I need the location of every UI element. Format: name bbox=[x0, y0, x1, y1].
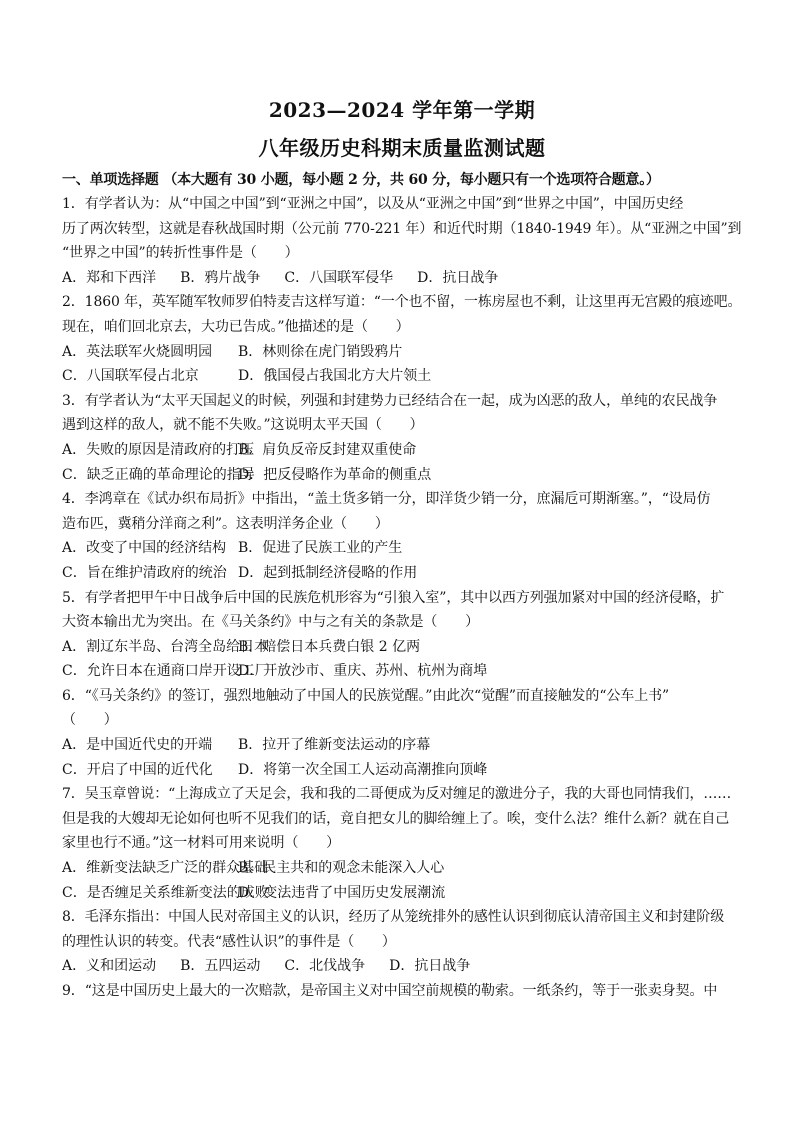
question-stem-line: 的理性认识的转变。代表“感性认识”的事件是（ ） bbox=[62, 933, 396, 950]
answer-option[interactable]: B．民主共和的观念未能深入人心 bbox=[238, 860, 445, 877]
question-stem-line: 家里也行不通。”这一材料可用来说明（ ） bbox=[62, 835, 341, 852]
options-row bbox=[62, 364, 742, 389]
question-stem-line: 大资本输出尤为突出。在《马关条约》中与之有关的条款是（ ） bbox=[62, 614, 479, 631]
options-row bbox=[62, 536, 742, 561]
answer-option[interactable]: C．北伐战争 bbox=[284, 958, 366, 975]
answer-option[interactable]: B．促进了民族工业的产生 bbox=[238, 540, 403, 557]
question-stem-line: “世界之中国”的转折性事件是（ ） bbox=[62, 245, 299, 262]
answer-option[interactable]: D．起到抵制经济侵略的作用 bbox=[238, 564, 418, 581]
answer-option[interactable]: C．缺乏正确的革命理论的指导 bbox=[62, 466, 255, 483]
question-stem-line: 造布匹，冀稍分洋商之利”。这表明洋务企业（ ） bbox=[62, 515, 389, 532]
answer-option[interactable]: B．肩负反帝反封建双重使命 bbox=[238, 441, 417, 458]
question-6 bbox=[62, 684, 742, 782]
answer-option[interactable]: A．维新变法缺乏广泛的群众基础 bbox=[62, 860, 269, 877]
answer-option[interactable]: A．义和团运动 bbox=[62, 958, 157, 975]
answer-option[interactable]: B．赔偿日本兵费白银 2 亿两 bbox=[238, 638, 421, 655]
question-9 bbox=[62, 979, 742, 1004]
answer-option[interactable]: C．开启了中国的近代化 bbox=[62, 761, 213, 778]
options-row bbox=[62, 856, 742, 881]
exam-title-subject: 八年级历史科期末质量监测试题 bbox=[258, 136, 546, 160]
options-row bbox=[62, 758, 742, 783]
question-stem-line: 但是我的大嫂却无论如何也听不见我们的话，竟自把女儿的脚给缠上了。唉，变什么法？维什么新？就在自己 bbox=[62, 810, 730, 827]
answer-option[interactable]: B．五四运动 bbox=[180, 958, 261, 975]
answer-option[interactable]: B．鸦片战争 bbox=[180, 269, 261, 286]
answer-option[interactable]: B．拉开了维新变法运动的序幕 bbox=[238, 737, 431, 754]
question-stem-line: 5．有学者把甲午中日战争后中国的民族危机形容为“引狼入室”，其中以西方列强加紧对中国的经济侵略，扩 bbox=[62, 589, 725, 606]
question-stem-line: （ ） bbox=[62, 712, 118, 729]
options-row bbox=[62, 635, 742, 660]
question-stem-line: 8．毛泽东指出：中国人民对帝国主义的认识，经历了从笼统排外的感性认识到彻底认清帝国主义和封建阶级 bbox=[62, 909, 725, 926]
answer-option[interactable]: D．变法违背了中国历史发展潮流 bbox=[238, 884, 446, 901]
options-row bbox=[62, 340, 742, 365]
options-row bbox=[62, 659, 742, 684]
answer-option[interactable]: A．英法联军火烧圆明园 bbox=[62, 343, 213, 360]
question-stem-line: 7．吴玉章曾说：“上海成立了天足会，我和我的二哥便成为反对缠足的激进分子，我的大哥也同情我们，…… bbox=[62, 786, 732, 803]
answer-option[interactable]: C．八国联军侵华 bbox=[284, 269, 394, 286]
answer-option[interactable]: D．开放沙市、重庆、苏州、杭州为商埠 bbox=[238, 663, 488, 680]
question-8 bbox=[62, 905, 742, 979]
answer-option[interactable]: A．失败的原因是清政府的打压 bbox=[62, 441, 255, 458]
question-stem-line: 现在，咱们回北京去，大功已告成。”他描述的是（ ） bbox=[62, 318, 410, 335]
section-heading: 一、单项选择题 （本大题有 30 小题，每小题 2 分，共 60 分，每小题只有一个选项符合题意。） bbox=[62, 172, 660, 188]
exam-title-term: 2023—2024 学年第一学期 bbox=[268, 98, 536, 122]
question-5 bbox=[62, 586, 742, 684]
question-stem-line: 9．“这是中国历史上最大的一次赔款，是帝国主义对中国空前规模的勒索。一纸条约，等于一张卖身契。中 bbox=[62, 983, 718, 999]
answer-option[interactable]: D．将第一次全国工人运动高潮推向顶峰 bbox=[238, 761, 488, 778]
answer-option[interactable]: C．八国联军侵占北京 bbox=[62, 368, 199, 385]
question-1 bbox=[62, 192, 742, 290]
answer-option[interactable]: B．林则徐在虎门销毁鸦片 bbox=[238, 343, 403, 360]
question-stem-line: 2．1860 年，英军随军牧师罗伯特麦吉这样写道：“一个也不留，一栋房屋也不剩，让这里再无宫殿的痕迹吧。 bbox=[62, 294, 742, 311]
question-list bbox=[62, 192, 742, 1004]
question-stem-line: 4．李鸿章在《试办织布局折》中指出，“盖土货多销一分，即洋货少销一分，庶漏卮可期渐塞。”，“设局仿 bbox=[62, 491, 711, 508]
question-3 bbox=[62, 389, 742, 487]
answer-option[interactable]: C．允许日本在通商口岸开设工厂 bbox=[62, 663, 269, 680]
question-7 bbox=[62, 782, 742, 905]
options-row bbox=[62, 561, 742, 586]
answer-option[interactable]: A．郑和下西洋 bbox=[62, 269, 157, 286]
answer-option[interactable]: D．俄国侵占我国北方大片领土 bbox=[238, 368, 432, 385]
options-row bbox=[62, 463, 742, 488]
options-row bbox=[62, 733, 742, 758]
question-stem-line: 6．“《马关条约》的签订，强烈地触动了中国人的民族觉醒。”由此次“觉醒”而直接触发的“公车上书” bbox=[62, 687, 670, 704]
answer-option[interactable]: D．抗日战争 bbox=[417, 269, 499, 286]
answer-option[interactable]: C．旨在维护清政府的统治 bbox=[62, 564, 227, 581]
answer-option[interactable]: D．抗日战争 bbox=[389, 958, 471, 975]
answer-option[interactable]: A．改变了中国的经济结构 bbox=[62, 540, 227, 557]
options-row bbox=[62, 266, 742, 291]
question-stem-line: 历了两次转型，这就是春秋战国时期（公元前 770-221 年）和近代时期（1840-1949 年）。从“亚洲之中国”到 bbox=[62, 220, 742, 237]
question-stem-line: 1．有学者认为：从“中国之中国”到“亚洲之中国”，以及从“亚洲之中国”到“世界之中国”，中国历史经 bbox=[62, 196, 684, 212]
question-4 bbox=[62, 487, 742, 585]
options-row bbox=[62, 881, 742, 906]
answer-option[interactable]: D．把反侵略作为革命的侧重点 bbox=[238, 466, 432, 483]
question-stem-line: 3．有学者认为“太平天国起义的时候，列强和封建势力已经结合在一起，成为凶恶的敌人，单纯的农民战争 bbox=[62, 392, 718, 409]
answer-option[interactable]: A．是中国近代史的开端 bbox=[62, 737, 213, 754]
question-stem-line: 遇到这样的敌人，就不能不失败。”这说明太平天国（ ） bbox=[62, 417, 424, 434]
answer-option[interactable]: A．割辽东半岛、台湾全岛给日本 bbox=[62, 638, 269, 655]
options-row bbox=[62, 438, 742, 463]
options-row bbox=[62, 954, 742, 979]
answer-option[interactable]: C．是否缠足关系维新变法的成败 bbox=[62, 884, 269, 901]
question-2 bbox=[62, 290, 742, 388]
